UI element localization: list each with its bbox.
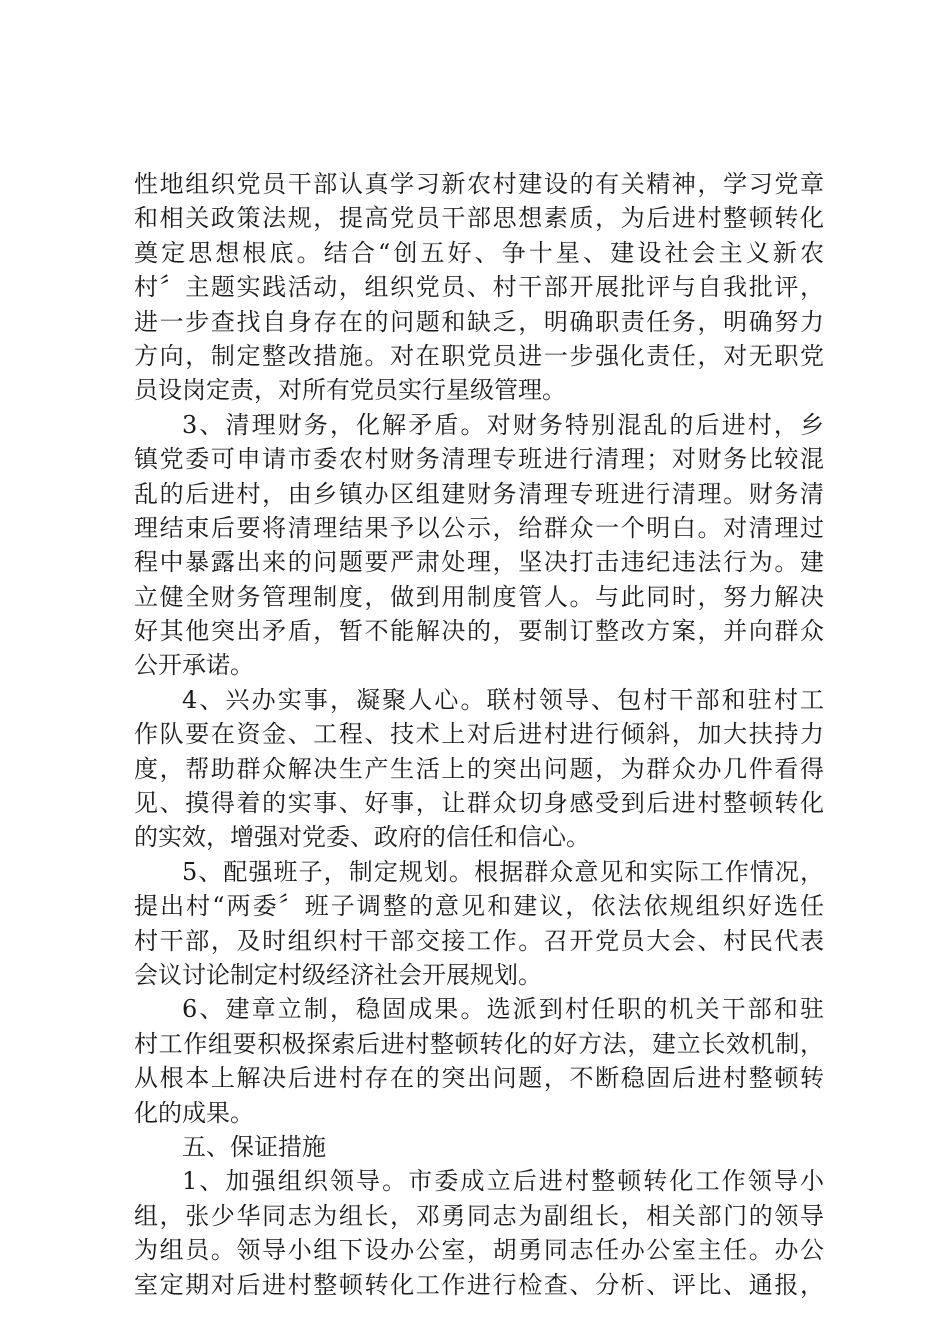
text-line: 员设岗定责，对所有党员实行星级管理。 <box>134 376 566 405</box>
text-line: 作队要在资金、工程、技术上对后进村进行倾斜，加大扶持力 <box>134 720 824 749</box>
text-line: 提出村“两委〞班子调整的意见和建议，依法依规组织好选任 <box>134 892 824 921</box>
text-line: 会议讨论制定村级经济社会开展规划。 <box>134 960 542 989</box>
text-line: 度，帮助群众解决生产生活上的突出问题，为群众办几件看得 <box>134 754 824 783</box>
text-line: 的实效，增强对党委、政府的信任和信心。 <box>134 823 590 852</box>
text-line: 5、配强班子，制定规划。根据群众意见和实际工作情况， <box>182 857 824 886</box>
text-line: 村〞主题实践活动，组织党员、村干部开展批评与自我批评， <box>134 273 824 302</box>
text-line: 好其他突出矛盾，暂不能解决的，要制订整改方案，并向群众 <box>134 617 824 646</box>
text-line: 程中暴露出来的问题要严肃处理，坚决打击违纪违法行为。建 <box>134 548 824 577</box>
text-line: 理结束后要将清理结果予以公示，给群众一个明白。对清理过 <box>134 513 824 542</box>
text-line: 方向，制定整改措施。对在职党员进一步强化责任，对无职党 <box>134 341 824 370</box>
text-line: 乱的后进村，由乡镇办区组建财务清理专班进行清理。财务清 <box>134 479 824 508</box>
text-line: 从根本上解决后进村存在的突出问题，不断稳固后进村整顿转 <box>134 1064 824 1093</box>
text-line: 村工作组要积极探索后进村整顿转化的好方法，建立长效机制， <box>134 1029 824 1058</box>
text-line: 奠定思想根底。结合“创五好、争十星、建设社会主义新农 <box>134 238 824 267</box>
text-line: 4、兴办实事，凝聚人心。联村领导、包村干部和驻村工 <box>182 685 824 714</box>
text-line: 6、建章立制，稳固成果。选派到村任职的机关干部和驻 <box>182 995 824 1024</box>
text-line: 村干部，及时组织村干部交接工作。召开党员大会、村民代表 <box>134 926 824 955</box>
text-line: 进一步查找自身存在的问题和缺乏，明确职责任务，明确努力 <box>134 307 824 336</box>
body-text <box>134 167 824 1302</box>
text-line: 立健全财务管理制度，做到用制度管人。与此同时，努力解决 <box>134 582 824 611</box>
text-line: 性地组织党员干部认真学习新农村建设的有关精神，学习党章 <box>134 170 824 198</box>
text-line: 镇党委可申请市委农村财务清理专班进行清理；对财务比较混 <box>134 445 824 474</box>
text-line: 五、保证措施 <box>182 1132 326 1161</box>
text-line: 3、清理财务，化解矛盾。对财务特别混乱的后进村，乡 <box>182 410 824 439</box>
text-line: 组，张少华同志为组长，邓勇同志为副组长，相关部门的领导 <box>134 1201 824 1230</box>
text-line: 和相关政策法规，提高党员干部思想素质，为后进村整顿转化 <box>134 204 824 233</box>
text-line: 化的成果。 <box>134 1098 254 1127</box>
text-line: 1、加强组织领导。市委成立后进村整顿转化工作领导小 <box>182 1167 824 1196</box>
text-line: 见、摸得着的实事、好事，让群众切身感受到后进村整顿转化 <box>134 789 824 818</box>
text-line: 室定期对后进村整顿转化工作进行检查、分析、评比、通报， <box>134 1270 824 1299</box>
text-line: 为组员。领导小组下设办公室，胡勇同志任办公室主任。办公 <box>134 1236 824 1265</box>
text-line: 公开承诺。 <box>134 651 254 680</box>
